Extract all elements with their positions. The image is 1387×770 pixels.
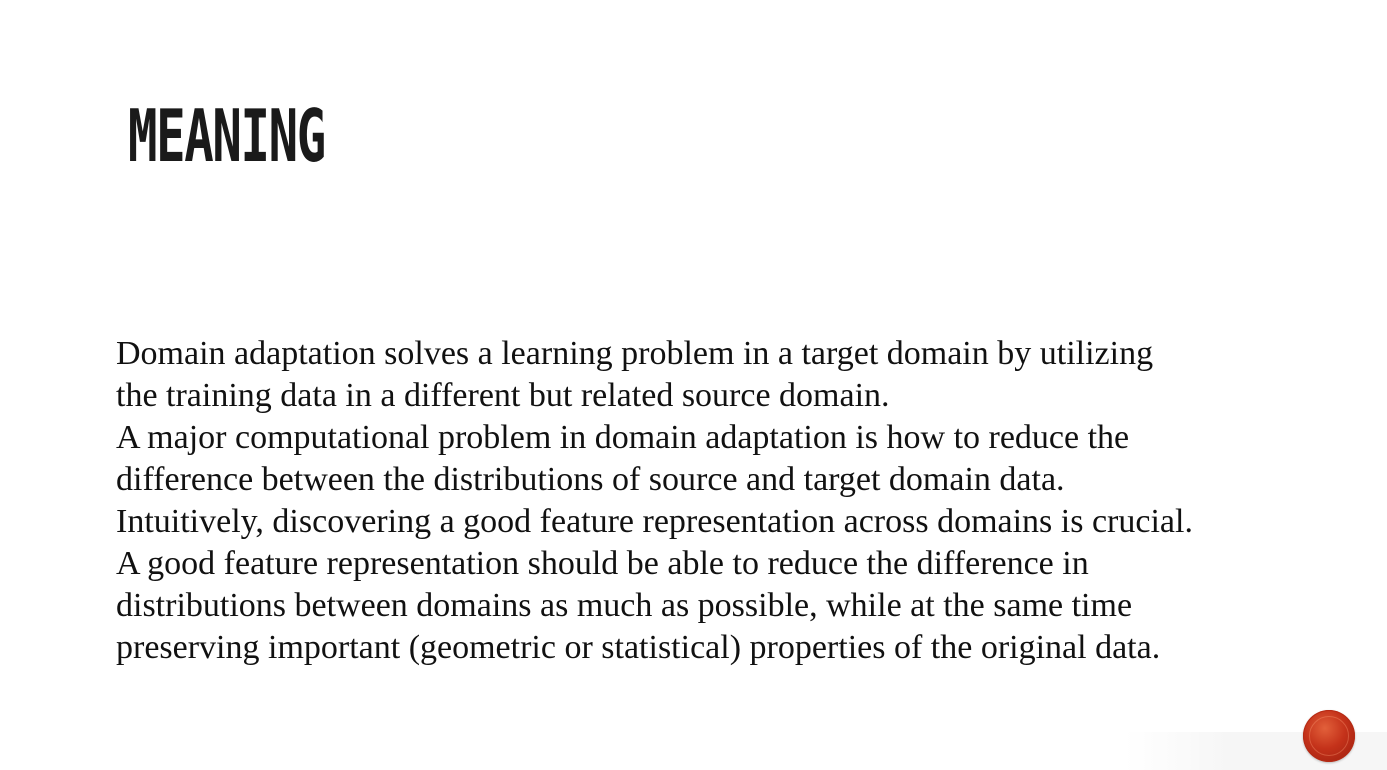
slide-title: MEANING [128,94,325,178]
body-line: the training data in a different but related source domain. [116,377,890,414]
body-line: A major computational problem in domain adaptation is how to reduce the [116,419,1130,456]
body-line: A good feature representation should be able to reduce the difference in [116,545,1089,582]
body-line: Domain adaptation solves a learning problem in a target domain by utilizing [116,335,1154,372]
slide-body [116,333,1246,669]
body-line: preserving important (geometric or statistical) properties of the original data. [116,629,1161,666]
body-line: Intuitively, discovering a good feature representation across domains is crucial. [116,503,1193,540]
body-line: distributions between domains as much as possible, while at the same time [116,587,1133,624]
body-line: difference between the distributions of source and target domain data. [116,461,1065,498]
red-circle-button-icon[interactable] [1303,710,1355,762]
